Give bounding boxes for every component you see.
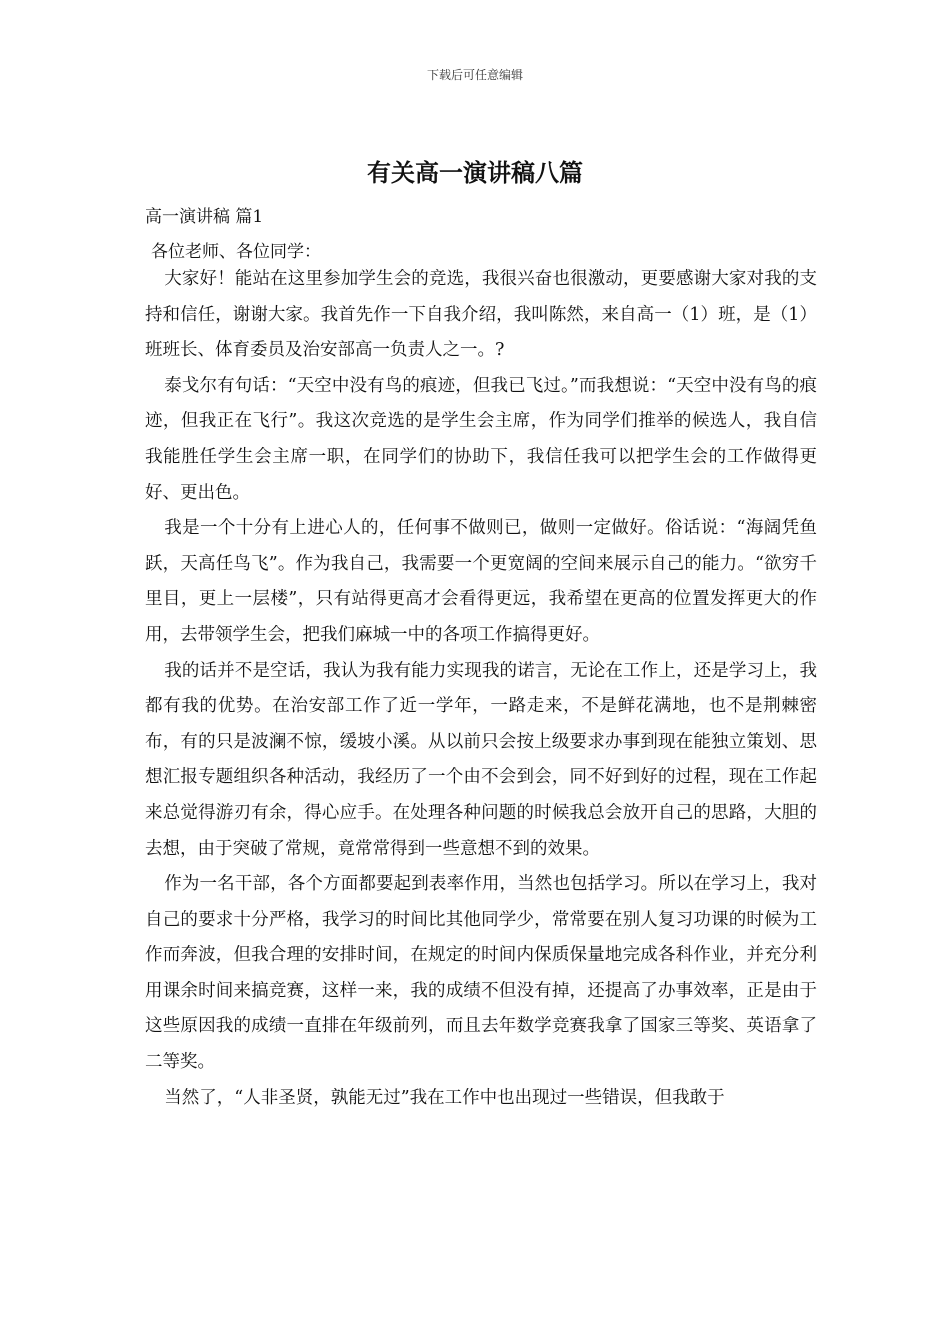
paragraph-4: 我的话并不是空话，我认为我有能力实现我的诺言，无论在工作上，还是学习上，我都有我的优势。在治安部工作了近一学年，一路走来，不是鲜花满地，也不是荆棘密布，有的只是波澜不惊，缓坡小溪。从以前只会按上级要求办事到现在能独立策划、思想汇报专题组织各种活动，我经历了一个由不会到会，同不好到好的过程，现在工作起来总觉得游刃有余，得心应手。在处理各种问题的时候我总会放开自己的思路，大胆的去想，由于突破了常规，竟常常得到一些意想不到的效果。 [145,660,817,859]
document-title: 有关高一演讲稿八篇 [367,158,583,187]
paragraph-1: 大家好！能站在这里参加学生会的竞选，我很兴奋也很激动，更要感谢大家对我的支持和信任，谢谢大家。我首先作一下自我介绍，我叫陈然，来自高一（1）班，是（1）班班长、体育委员及治安部高一负责人之一。? [145,269,817,361]
paragraph-3: 我是一个十分有上进心人的，任何事不做则已，做则一定做好。俗话说：“海阔凭鱼跃，天高任鸟飞”。作为我自己，我需要一个更宽阔的空间来展示自己的能力。“欲穷千里目，更上一层楼”，只有站得更高才会看得更远，我希望在更高的位置发挥更大的作用，去带领学生会，把我们麻城一中的各项工作搞得更好。 [145,518,817,645]
section-heading: 高一演讲稿 篇1 [145,207,264,227]
paragraph-2: 泰戈尔有句话：“天空中没有鸟的痕迹，但我已飞过。”而我想说：“天空中没有鸟的痕迹，但我正在飞行”。我这次竞选的是学生会主席，作为同学们推举的候选人，我自信我能胜任学生会主席一职，在同学们的协助下，我信任我可以把学生会的工作做得更好、更出色。 [145,375,817,503]
salutation: 各位老师、各位同学： [151,242,321,262]
body-text [145,262,817,1116]
header-note: 下载后可任意编辑 [426,68,523,82]
paragraph-6: 当然了，“人非圣贤，孰能无过”我在工作中也出现过一些错误，但我敢于 [164,1087,725,1108]
paragraph-5: 作为一名干部，各个方面都要起到表率作用，当然也包括学习。所以在学习上，我对自己的要求十分严格，我学习的时间比其他同学少，常常要在别人复习功课的时候为工作而奔波，但我合理的安排时间，在规定的时间内保质保量地完成各科作业，并充分利用课余时间来搞竞赛，这样一来，我的成绩不但没有掉，还提高了办事效率，正是由于这些原因我的成绩一直排在年级前列，而且去年数学竞赛我拿了国家三等奖、英语拿了二等奖。 [145,874,817,1073]
